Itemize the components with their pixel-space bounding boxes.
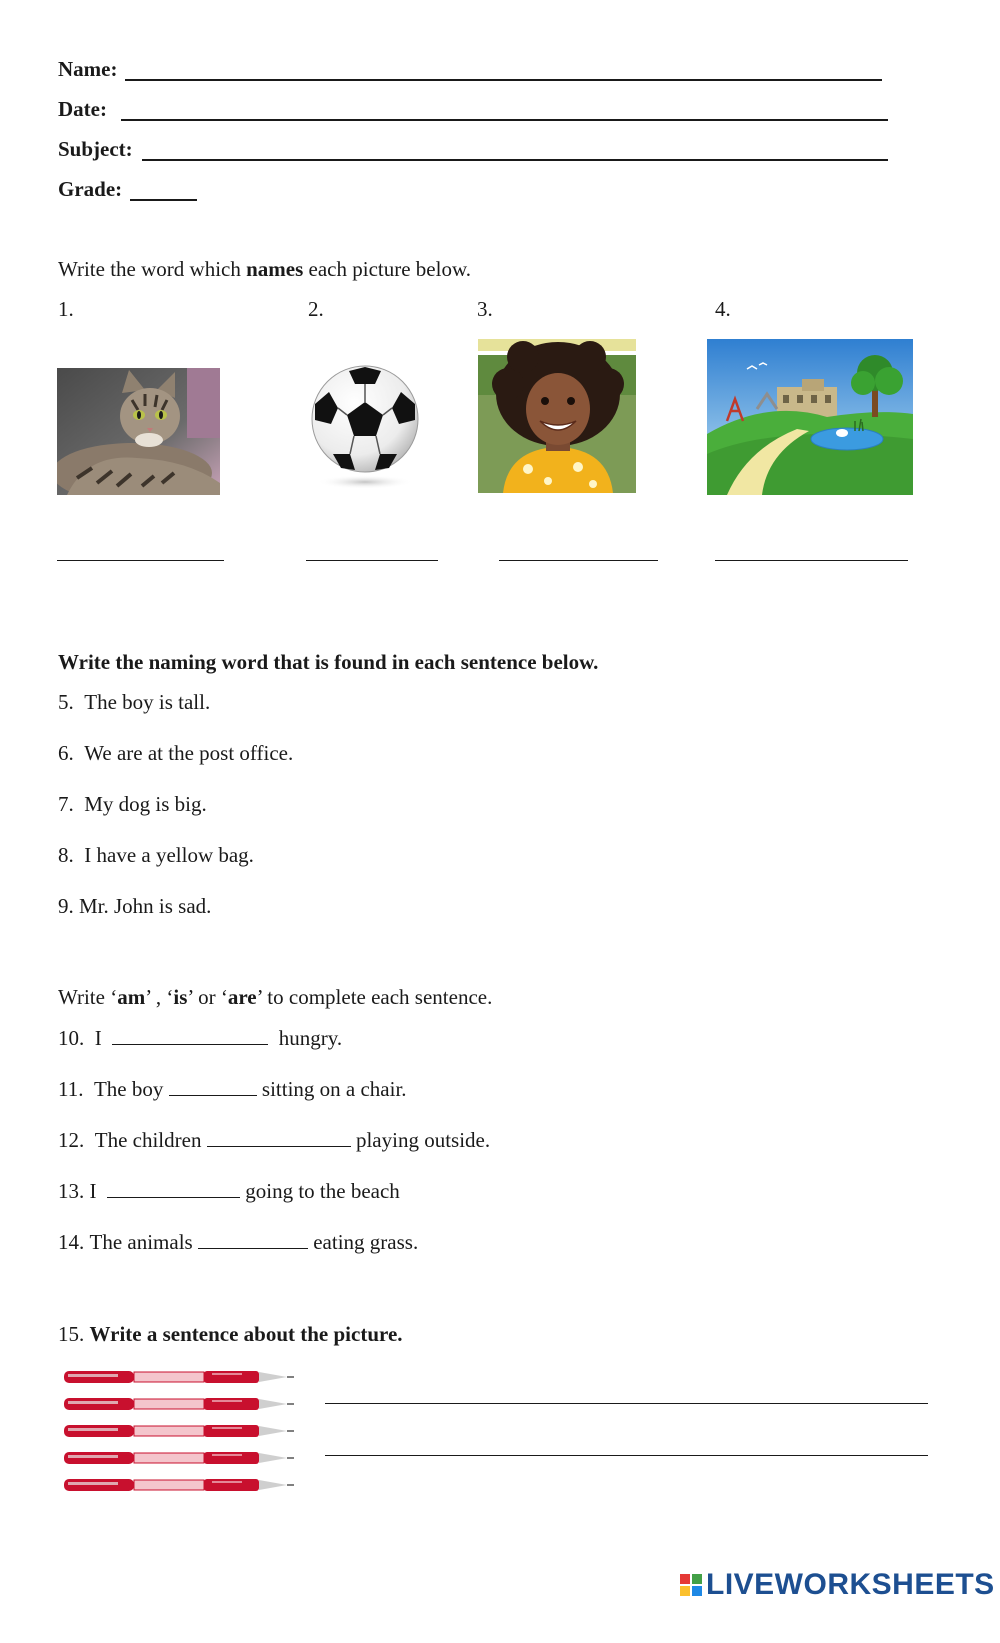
section1-instruction [58, 256, 471, 282]
question-text: eating grass. [313, 1230, 419, 1254]
section2-instruction: Write the naming word that is found in each sentence below. [58, 650, 599, 674]
question-13 [58, 1178, 400, 1204]
instruction-bold: am [117, 985, 146, 1009]
question-number: 11. [58, 1077, 84, 1101]
question-text: The children [94, 1128, 202, 1152]
question-text: Write a sentence about the picture. [89, 1322, 403, 1346]
answer-blank[interactable] [107, 1179, 240, 1198]
question-text: playing outside. [355, 1128, 491, 1152]
question-8 [58, 842, 254, 868]
instruction-text: Write ‘ [58, 985, 118, 1009]
question-10 [58, 1025, 342, 1051]
instruction-text: ’ or ‘ [187, 985, 228, 1009]
question-text: My dog is big. [84, 792, 207, 816]
instruction-bold: is [173, 985, 188, 1009]
instruction-text: each picture below. [303, 257, 472, 281]
instruction-bold: are [227, 985, 257, 1009]
instruction-text: ’ to complete each sentence. [256, 985, 493, 1009]
instruction-bold: names [246, 257, 304, 281]
answer-blank[interactable] [207, 1128, 351, 1147]
question-15 [58, 1321, 403, 1347]
question-number: 12. [58, 1128, 85, 1152]
park-picture [707, 339, 913, 495]
grade-field[interactable] [130, 199, 197, 201]
answer-line-1[interactable] [57, 560, 224, 561]
red-pens-picture [62, 1368, 302, 1508]
sentence-line-1[interactable] [325, 1403, 928, 1404]
grade-label: Grade: [58, 177, 123, 201]
section3-instruction [58, 984, 492, 1010]
subject-label: Subject: [58, 137, 133, 161]
question-number: 14. [58, 1230, 85, 1254]
question-6 [58, 740, 293, 766]
answer-blank[interactable] [198, 1230, 308, 1249]
logo-mark-icon [680, 1574, 702, 1596]
liveworksheets-logo [680, 1568, 995, 1602]
item-number-1: 1. [58, 297, 74, 321]
question-number: 9. [58, 894, 74, 918]
girl-picture [478, 339, 636, 493]
question-5 [58, 689, 210, 715]
question-text: I [94, 1026, 102, 1050]
question-text: sitting on a chair. [261, 1077, 407, 1101]
question-number: 15. [58, 1322, 85, 1346]
item-number-2: 2. [308, 297, 324, 321]
subject-field[interactable] [142, 159, 888, 161]
question-text: The boy [93, 1077, 164, 1101]
question-text: going to the beach [245, 1179, 400, 1203]
question-9 [58, 893, 211, 919]
question-number: 7. [58, 792, 74, 816]
question-11 [58, 1076, 407, 1102]
question-number: 8. [58, 843, 74, 867]
name-field[interactable] [125, 79, 882, 81]
question-text: I [89, 1179, 97, 1203]
answer-line-4[interactable] [715, 560, 908, 561]
question-text: I have a yellow bag. [84, 843, 254, 867]
sentence-line-2[interactable] [325, 1455, 928, 1456]
instruction-text: ’ , ‘ [145, 985, 174, 1009]
question-text: We are at the post office. [84, 741, 294, 765]
instruction-text: Write the word which [58, 257, 247, 281]
answer-line-3[interactable] [499, 560, 658, 561]
question-text: hungry. [278, 1026, 343, 1050]
question-text: The boy is tall. [84, 690, 211, 714]
answer-blank[interactable] [112, 1026, 268, 1045]
question-text: The animals [89, 1230, 193, 1254]
question-number: 5. [58, 690, 74, 714]
date-label: Date: [58, 97, 107, 121]
item-number-4: 4. [715, 297, 731, 321]
question-7 [58, 791, 207, 817]
soccer-ball-picture [305, 362, 425, 492]
question-14 [58, 1229, 418, 1255]
date-field[interactable] [121, 119, 888, 121]
answer-blank[interactable] [169, 1077, 257, 1096]
question-number: 13. [58, 1179, 85, 1203]
question-12 [58, 1127, 490, 1153]
logo-text: LIVEWORKSHEETS [706, 1568, 995, 1601]
question-number: 6. [58, 741, 74, 765]
name-label: Name: [58, 57, 118, 81]
answer-line-2[interactable] [306, 560, 438, 561]
question-text: Mr. John is sad. [79, 894, 212, 918]
cat-picture [57, 368, 220, 495]
item-number-3: 3. [477, 297, 493, 321]
question-number: 10. [58, 1026, 85, 1050]
